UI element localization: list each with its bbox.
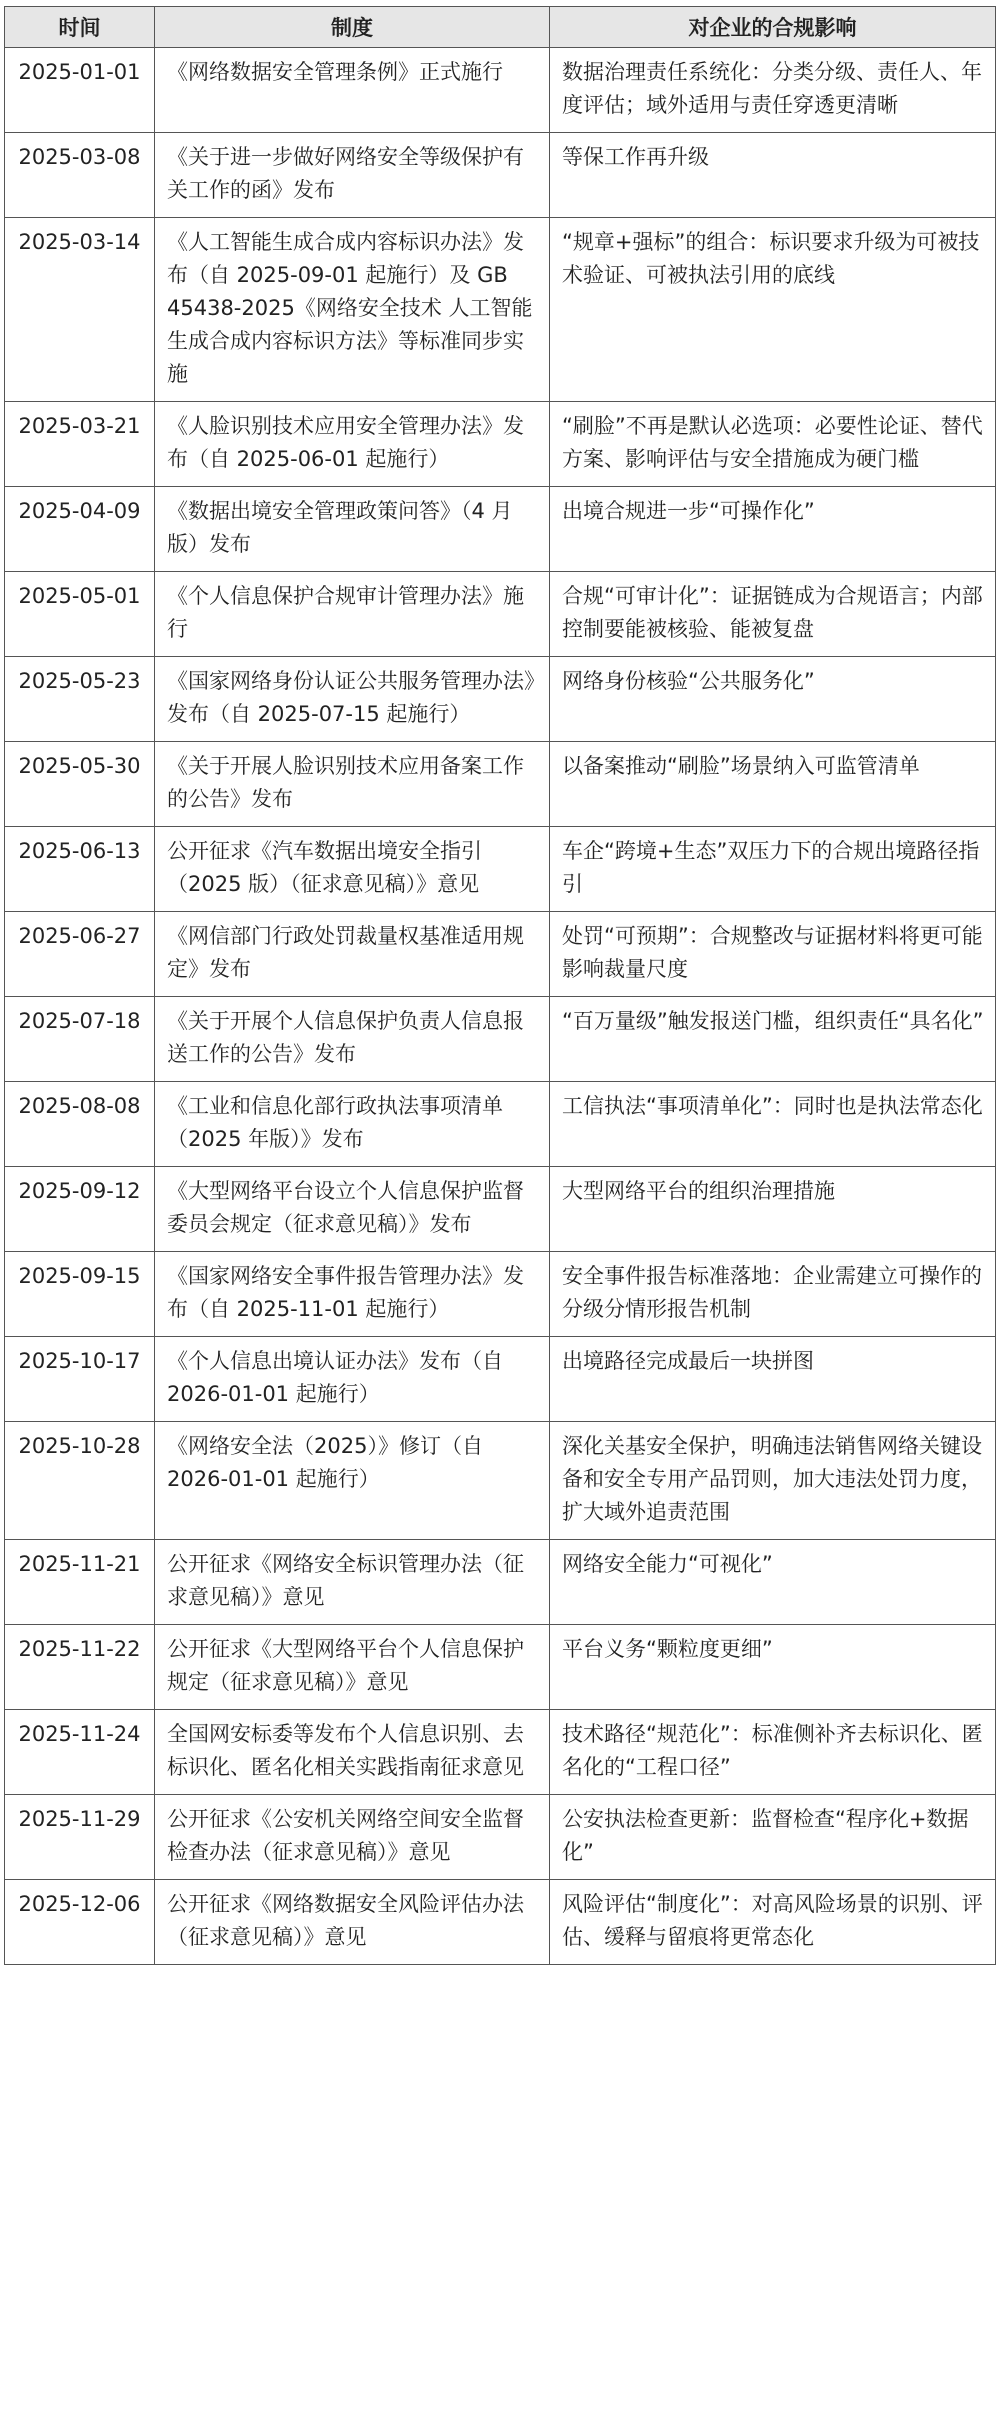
header-impact: 对企业的合规影响 [550, 7, 996, 48]
policy-cell: 《数据出境安全管理政策问答》（4 月版）发布 [155, 487, 550, 572]
policy-cell: 《大型网络平台设立个人信息保护监督委员会规定（征求意见稿）》发布 [155, 1167, 550, 1252]
date-cell: 2025-01-01 [5, 48, 155, 133]
date-cell: 2025-05-30 [5, 742, 155, 827]
table-row [5, 997, 996, 1082]
date-cell: 2025-11-21 [5, 1540, 155, 1625]
policy-timeline-table [4, 6, 996, 1965]
impact-cell: 工信执法“事项清单化”：同时也是执法常态化 [550, 1082, 996, 1167]
table-row [5, 827, 996, 912]
date-cell: 2025-11-29 [5, 1795, 155, 1880]
impact-cell: 深化关基安全保护，明确违法销售网络关键设备和安全专用产品罚则，加大违法处罚力度，扩大域外追责范围 [550, 1422, 996, 1540]
impact-cell: 出境合规进一步“可操作化” [550, 487, 996, 572]
policy-cell: 《工业和信息化部行政执法事项清单（2025 年版）》发布 [155, 1082, 550, 1167]
policy-cell: 公开征求《网络安全标识管理办法（征求意见稿）》意见 [155, 1540, 550, 1625]
table-row [5, 1422, 996, 1540]
policy-cell: 《关于开展个人信息保护负责人信息报送工作的公告》发布 [155, 997, 550, 1082]
policy-cell: 公开征求《公安机关网络空间安全监督检查办法（征求意见稿）》意见 [155, 1795, 550, 1880]
impact-cell: 以备案推动“刷脸”场景纳入可监管清单 [550, 742, 996, 827]
policy-cell: 公开征求《大型网络平台个人信息保护规定（征求意见稿）》意见 [155, 1625, 550, 1710]
policy-cell: 《人工智能生成合成内容标识办法》发布（自 2025-09-01 起施行）及 GB 45438-2025《网络安全技术 人工智能生成合成内容标识方法》等标准同步实施 [155, 218, 550, 402]
policy-cell: 公开征求《汽车数据出境安全指引（2025 版）（征求意见稿）》意见 [155, 827, 550, 912]
header-policy: 制度 [155, 7, 550, 48]
date-cell: 2025-06-13 [5, 827, 155, 912]
date-cell: 2025-11-24 [5, 1710, 155, 1795]
date-cell: 2025-11-22 [5, 1625, 155, 1710]
date-cell: 2025-10-17 [5, 1337, 155, 1422]
header-date: 时间 [5, 7, 155, 48]
date-cell: 2025-03-14 [5, 218, 155, 402]
impact-cell: 公安执法检查更新：监督检查“程序化+数据化” [550, 1795, 996, 1880]
table-row [5, 133, 996, 218]
impact-cell: 处罚“可预期”：合规整改与证据材料将更可能影响裁量尺度 [550, 912, 996, 997]
impact-cell: 合规“可审计化”：证据链成为合规语言；内部控制要能被核验、能被复盘 [550, 572, 996, 657]
table-row [5, 657, 996, 742]
table-row [5, 487, 996, 572]
date-cell: 2025-06-27 [5, 912, 155, 997]
policy-cell: 《人脸识别技术应用安全管理办法》发布（自 2025-06-01 起施行） [155, 402, 550, 487]
policy-cell: 《个人信息保护合规审计管理办法》施行 [155, 572, 550, 657]
impact-cell: 安全事件报告标准落地：企业需建立可操作的分级分情形报告机制 [550, 1252, 996, 1337]
date-cell: 2025-07-18 [5, 997, 155, 1082]
impact-cell: 网络安全能力“可视化” [550, 1540, 996, 1625]
impact-cell: 等保工作再升级 [550, 133, 996, 218]
date-cell: 2025-12-06 [5, 1880, 155, 1965]
policy-cell: 《国家网络安全事件报告管理办法》发布（自 2025-11-01 起施行） [155, 1252, 550, 1337]
table-row [5, 1252, 996, 1337]
policy-cell: 《国家网络身份认证公共服务管理办法》发布（自 2025-07-15 起施行） [155, 657, 550, 742]
table-row [5, 1710, 996, 1795]
date-cell: 2025-05-01 [5, 572, 155, 657]
impact-cell: 风险评估“制度化”：对高风险场景的识别、评估、缓释与留痕将更常态化 [550, 1880, 996, 1965]
date-cell: 2025-03-08 [5, 133, 155, 218]
table-row [5, 912, 996, 997]
date-cell: 2025-09-12 [5, 1167, 155, 1252]
table-row [5, 1167, 996, 1252]
date-cell: 2025-08-08 [5, 1082, 155, 1167]
table-row [5, 402, 996, 487]
table-row [5, 1880, 996, 1965]
policy-cell: 《关于开展人脸识别技术应用备案工作的公告》发布 [155, 742, 550, 827]
policy-cell: 《个人信息出境认证办法》发布（自 2026-01-01 起施行） [155, 1337, 550, 1422]
impact-cell: “百万量级”触发报送门槛，组织责任“具名化” [550, 997, 996, 1082]
policy-cell: 《网信部门行政处罚裁量权基准适用规定》发布 [155, 912, 550, 997]
table-row [5, 1795, 996, 1880]
table-header [5, 7, 996, 48]
table-row [5, 218, 996, 402]
impact-cell: 技术路径“规范化”：标准侧补齐去标识化、匿名化的“工程口径” [550, 1710, 996, 1795]
date-cell: 2025-04-09 [5, 487, 155, 572]
impact-cell: 出境路径完成最后一块拼图 [550, 1337, 996, 1422]
table-row [5, 48, 996, 133]
policy-cell: 公开征求《网络数据安全风险评估办法（征求意见稿）》意见 [155, 1880, 550, 1965]
policy-cell: 《网络数据安全管理条例》正式施行 [155, 48, 550, 133]
table-row [5, 1540, 996, 1625]
policy-cell: 《关于进一步做好网络安全等级保护有关工作的函》发布 [155, 133, 550, 218]
date-cell: 2025-03-21 [5, 402, 155, 487]
table-row [5, 1082, 996, 1167]
impact-cell: 车企“跨境+生态”双压力下的合规出境路径指引 [550, 827, 996, 912]
impact-cell: 数据治理责任系统化：分类分级、责任人、年度评估；域外适用与责任穿透更清晰 [550, 48, 996, 133]
impact-cell: “刷脸”不再是默认必选项：必要性论证、替代方案、影响评估与安全措施成为硬门槛 [550, 402, 996, 487]
policy-cell: 全国网安标委等发布个人信息识别、去标识化、匿名化相关实践指南征求意见 [155, 1710, 550, 1795]
date-cell: 2025-05-23 [5, 657, 155, 742]
impact-cell: “规章+强标”的组合：标识要求升级为可被技术验证、可被执法引用的底线 [550, 218, 996, 402]
table-row [5, 1625, 996, 1710]
table-body [5, 48, 996, 1965]
table-row [5, 572, 996, 657]
date-cell: 2025-09-15 [5, 1252, 155, 1337]
date-cell: 2025-10-28 [5, 1422, 155, 1540]
table-row [5, 742, 996, 827]
impact-cell: 网络身份核验“公共服务化” [550, 657, 996, 742]
policy-cell: 《网络安全法（2025）》修订（自 2026-01-01 起施行） [155, 1422, 550, 1540]
impact-cell: 大型网络平台的组织治理措施 [550, 1167, 996, 1252]
header-row [5, 7, 996, 48]
impact-cell: 平台义务“颗粒度更细” [550, 1625, 996, 1710]
table-row [5, 1337, 996, 1422]
